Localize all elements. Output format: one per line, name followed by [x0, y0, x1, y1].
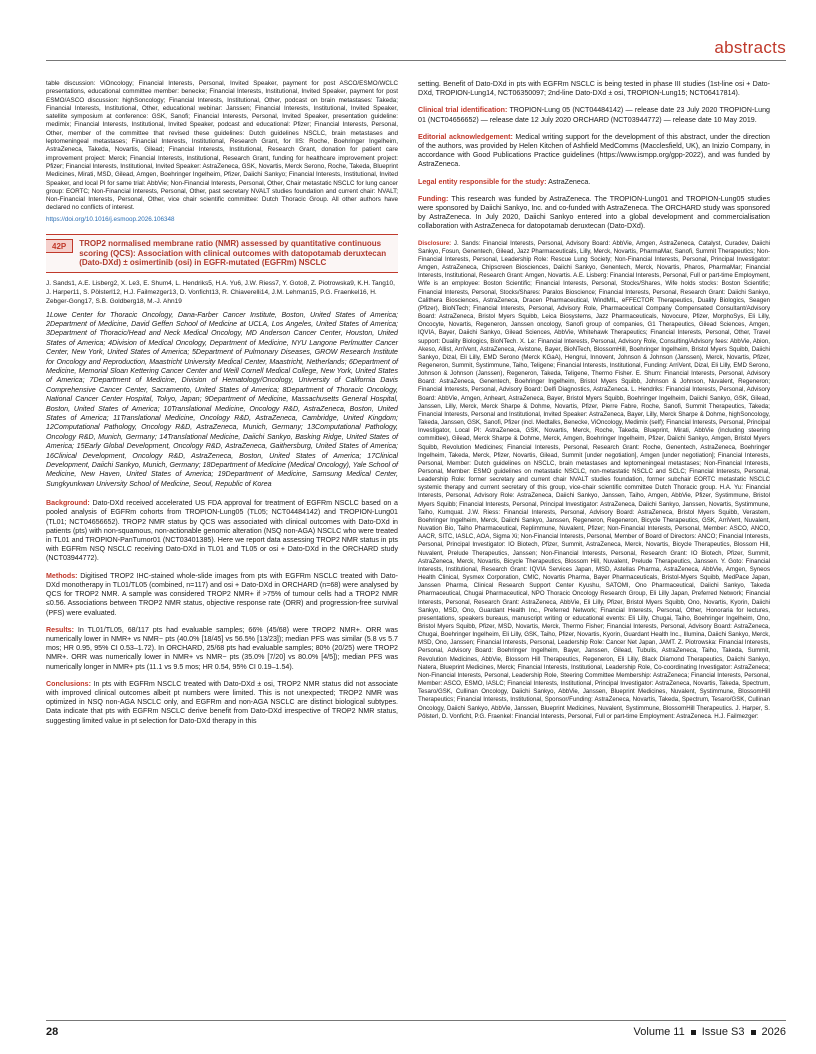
- abstract-title: TROP2 normalised membrane ratio (NMR) assessed by quantitative continuous scoring (QCS): Association with clinical outcomes with datopotamab deruxtecan (Dato-DXd) ± osimertinib (osi) in EGFR-mutated (EGFRm) NSCLC: [79, 239, 387, 268]
- abstract-header: [46, 234, 398, 273]
- conclusions-heading: Conclusions:: [46, 679, 91, 688]
- disclosure-heading: Disclosure:: [418, 239, 452, 247]
- results-text: In TL01/TL05, 68/117 pts had evaluable samples; 66% (45/68) were TROP2 NMR+. ORR was numerically lower in NMR+ vs NMR− pts (40.0% [18/45] vs 56.5% [13/23]); median PFS was similar (5.8 vs 5.7 mos; HR 0.95, 95% CI 0.53–1.72). In ORCHARD, 25/68 pts had evaluable samples; 80% (20/25) were TROP2 NMR+. ORR was numerically lower in NMR+ vs NMR− pts (35.0% [7/20] vs 80.0% [4/5]); median PFS was numerically longer in NMR+ pts (11.1 vs 9.5 mos; HR 0.54, 95% CI 0.19–1.54).: [46, 625, 398, 671]
- funding-heading: Funding:: [418, 194, 449, 203]
- conclusions-text: In pts with EGFRm NSCLC treated with Dato-DXd ± osi, TROP2 NMR status did not associate with improved clinical outcomes albeit pt numbers were limited. This is not unexpected; TROP2 NMR was optimized in NSQ non-AGA NSCLC only, and EGFRm and non-AGA NSCLC are distinct biological subtypes. Data indicate that pts with EGFRm NSCLC derive benefit from Dato-DXd irrespective of TROP2 NMR status, suggesting limited value in pt selection for Dato-DXd therapy in this: [46, 679, 398, 725]
- previous-disclosure: table discussion: ViOncology; Financial Interests, Personal, Invited Speaker, payment for post ASCO/ESMO/WCLC presentations, educational committee member: benecke; Financial Interests, Institutional, Invited Speaker, payment for post ESMO/ASCO discussion: highSoncology; Financial Interests, Institutional, Other, podcast on brain metastases: Takeda; Financial Interests, Institutional, Other, educational webinar: Janssen; Financial Interests, Institutional, Invited Speaker, satellite symposium at conference: GSK, Sanofi; Financial Interests, Personal, Invited Speaker, presentation guideline: medimix; Financial Interests, Institutional, Invited Speaker, podcast and educational: Pfizer; Financial Interests, Personal, Other, member of the committee that revised these guidelines: Dutch guidelines NSCLC, brain metastases and leptomeningeal metastases; Financial Interests, Institutional, Research Grant, for IIS: Roche, Boehringer Ingelheim, AstraZeneca, Takeda, Novartis, Gilead; Financial Interests, Institutional, Research Grant, donation for patient care improvement project: Merck; Financial Interests, Institutional, Research Grant, funding for healthcare improvement project: Pfizer; Financial Interests, Institutional, Invited Speaker: AstraZeneca, GSK, Novartis, Merck Serono, Roche, Takeda, Blueprint Medicines, Mirati, MSD, Gilead, Amgen, Boehringer Ingelheim, Pfizer, Daiichi Sankyo; Financial Interests, Institutional, Invited Speaker, and local PI for same trial: AbbVie; Non-Financial Interests, Personal, Other, Chair metastatic NSCLC for lung cancer group: EORTC; Non-Financial Interests, Personal, Other, past secretary NVALT studies foundation and current chair: NVALT; Non-Financial Interests, Personal, Other, vice chair scientific committee: Dutch Thoracic Group. All other authors have declared no conflicts of interest.: [46, 80, 398, 212]
- methods-section: [46, 572, 398, 618]
- legal-entity: [418, 178, 770, 187]
- conclusions-section: [46, 680, 398, 726]
- doi-link[interactable]: https://doi.org/10.1016/j.esmoop.2026.106348: [46, 215, 175, 223]
- section-header: abstracts: [714, 38, 786, 57]
- year-label: 2026: [761, 1026, 786, 1038]
- trial-text: TROPION-Lung 05 (NCT04484142) — release date 23 July 2020 TROPION-Lung 01 (NCT04656652) — release date 12 July 2020 ORCHARD (NCT03944772) — release date 10 May 2019.: [418, 106, 770, 124]
- conclusions-continuation: setting. Benefit of Dato-DXd in pts with EGFRm NSCLC is being tested in phase III studies (1st-line osi + Dato-DXd, TROPION-Lung14, NCT06350097; 2nd-line Dato-DXd ± osi, TROPION-Lung15; NCT06417814).: [418, 80, 770, 98]
- legal-heading: Legal entity responsible for the study:: [418, 177, 547, 186]
- background-heading: Background:: [46, 499, 90, 508]
- left-column: [46, 80, 398, 734]
- legal-text: AstraZeneca.: [548, 177, 591, 186]
- footer-divider: [46, 1020, 786, 1021]
- affiliations: 1Lowe Center for Thoracic Oncology, Dana-Farber Cancer Institute, Boston, United States of America; 2Department of Medicine, David Geffen School of Medicine at UCLA, Los Angeles, United States of America; 3Department of Thoracic/Head and Neck Medical Oncology, MD Anderson Cancer Center, Houston, United States of America; 4Division of Medical Oncology, Department of Medicine, NYU Langone Perlmutter Cancer Center, New York, United States of America; 5Department of Pulmonary Diseases, GROW Research Institute for Oncology and Reproduction, Maastricht University Medical Center, Maastricht, Netherlands; 6Department of Medicine, Memorial Sloan Kettering Cancer Center and Weill Cornell Medical College, New York, United States of America; 7Department of Medicine, Division of Hematology/Oncology, University of California Davis Comprehensive Cancer Center, Sacramento, United States of America; 8Department of Thoracic Oncology, National Cancer Center Hospital, Tokyo, Japan; 9Department of Medicine, Massachusetts General Hospital, Boston, United States of America; 10Translational Medicine, Oncology R&D, AstraZeneca, Boston, United States of America; 11Translational Medicine, Oncology R&D, AstraZeneca, Cambridge, United Kingdom; 12Computational Pathology, Oncology R&D, AstraZeneca, Munich, Germany; 13Computational Pathology, Oncology R&D, Munich, Germany; 14Translational Medicine, Daiichi Sankyo, Basking Ridge, United States of America; 15Early Global Development, Oncology R&D, AstraZeneca, Gaithersburg, United States of America; 16Clinical Development, Oncology R&D, AstraZeneca, Boston, United States of America; 17Clinical Development, Daiichi Sankyo, Munich, Germany; 18Department of Medicine (Medical Oncology), Yale School of Medicine, New Haven, United States of America; 19Department of Medicine, Samsung Medical Center, Sungkyunkwan University School of Medicine, Seoul, Republic of Korea: [46, 310, 398, 488]
- abstract-body: [46, 499, 398, 725]
- trial-heading: Clinical trial identification:: [418, 106, 508, 115]
- background-text: Dato-DXd received accelerated US FDA approval for treatment of EGFRm NSCLC based on a pooled analysis of EGFRm cohorts from TROPION-Lung05 (TL05; NCT04484142) and TROPION-Lung01 (TL01; NCT04656652). TROP2 NMR status by QCS was associated with clinical outcomes with Dato-DXd in patients (pts) with non-squamous, non-actionable genomic alteration (NSQ non-AGA) NSCLC who were treated in TL01 and TROPION-PanTumor01 (NCT03401385). Here we report data assessing TROP2 NMR status in pts with EGFRm NSQ NSCLC receiving Dato-DXd in TL01 and TL05 or osi + Dato-DXd in the ORCHARD study (NCT03944772).: [46, 499, 398, 563]
- editorial-acknowledgement: [418, 133, 770, 170]
- results-section: [46, 626, 398, 672]
- editorial-heading: Editorial acknowledgement:: [418, 132, 513, 141]
- editorial-text: Medical writing support for the development of this abstract, under the direction of the authors, was provided by Helen Kitchen of Ashfield MedComms (Macclesfield, UK), an Inizio Company, in accordance with Good Publications Practice guidelines (https://www.ismpp.org/gpp-2022), and was funded by AstraZeneca.: [418, 132, 770, 169]
- issue-label: Issue S3: [701, 1026, 745, 1038]
- disclosure-section: [418, 240, 770, 721]
- funding: [418, 195, 770, 232]
- methods-heading: Methods:: [46, 571, 78, 580]
- results-heading: Results:: [46, 625, 74, 634]
- page-number: 28: [46, 1026, 59, 1038]
- author-list: J. Sands1, A.E. Lisberg2, X. Le3, E. Shum4, L. Hendriks5, H.A. Yu6, J.W. Riess7, Y. Goto8, Z. Piotrowska9, K.H. Tang10, J. Harper11, S. Pölsterl12, H.J. Failmezger13, D. Vonficht13, R. Chiaverelli14, J.M. Lehman15, P.G. Fraenkel16, H. Zebger-Gong17, S.B. Goldberg18, M.-J. Ahn19: [46, 279, 395, 305]
- volume-info: [634, 1026, 786, 1038]
- trial-identification: [418, 106, 770, 124]
- abstract-id-badge: 42P: [46, 239, 73, 253]
- background-section: [46, 499, 398, 563]
- header-divider: [46, 60, 786, 61]
- disclosure-text: J. Sands: Financial Interests, Personal, Advisory Board: AbbVie, Amgen, AstraZeneca, Catalyst, Curadev, Daiichi Sankyo, Fosun, Genentech, Gilead, Jazz Pharmaceuticals, Lilly, Merck, Novartis, PharmaMar, Sanofi, Summit Therapeutics; Non-Financial Interests, Personal, Leadership Role: Rescue Lung Society; Non-Financial Interests, Personal, Principal Investigator: Amgen, AstraZeneca, Chipscreen Biosciences, Daiichi Sankyo, Genentech, Merck, Novartis, Pharos, PharmaMar; Financial Interests, Institutional, Research Grant: Amgen, Novartis. A.E. Lisberg: Financial Interests, Personal, Full or part-time Employment, Wife is an employee: Boston Scientific; Financial Interests, Personal, Stocks/Shares, Wife holds stocks: Boston Scientific; Financial Interests, Personal, Stocks/Shares: Paralos Bioscience; Financial Interests, Personal, Research Grant: Daiichi Sankyo, Calithera Biosciences, AstraZeneca, Dracen Pharmaceutical, WindMIL, eFFECTOR Therapeutics, Duality Biologics, Seagen (Pfizer), BioNTech; Financial Interests, Personal, Advisory Role, Pharmaceutical Company Compensated Consultant/Advisory Board: AstraZeneca, Bristol Myers Squibb, Leica Biosystems, Jazz Pharmaceuticals, Novocure, Pfizer, MorphoSys, Eli Lilly, Oncocyte, Novartis, Regeneron, Janssen oncology, Sanofi group of companies, G1 Therapeutics, Gilead Sciences, Amgen, IQVIA, Bayer, Daiichi Sankyo, Gilead Sciences, AbbVie, Whitehawk Therapeutics; Financial Interests, Personal, Other, Travel support: Duality Biologics, BioNTech. X. Le: Financial Interests, Personal, Advisory Role, Consulting/Advisory fees: AbbVie, Abion, Akeso, Allist, ArriVent, AstraZeneca, Avistone, Bayer, BioNTech, BlossomHill, Boehringer Ingelheim, Bristol Myers Squibb, Daiichi Sankyo, Dizal, Eli Lilly, EMD Serono (Merck KGaA), Hengrui, Innovent, Johnson & Johnson (Janssen), Merck, Novartis, Pfizer, Regeneron, Summit, Systimmune, Taiho, Teligene; Financial Interests, Institutional, Funding: ArriVent, Dizal, Eli Lilly, EMD Serono, Johnson & Johnson (Janssen), Regeneron, Takeda, Teligene, Thermo Fisher. E. Shum: Financial Interests, Personal, Advisory Board: AstraZeneca, Genentech, Boehringer Ingelheim, Bristol Myers Squibb, Johnson & Johnson, Nuvalent, Regeneron; Financial Interests, Personal, Advisory Board: Delfi Diagnostics, AstraZeneca. L. Hendriks: Financial Interests, Personal, Advisory Board: AbbVie, Amgen, Anheart, AstraZeneca, Bayer, Bristol Myers Squibb, Boehringer Ingelheim, Daiichi Sankyo, GSK, Gilead, Janssen, Lilly, Merck, Merck Sharpe & Dohme, Novartis, Pfizer, Pierre Fabre, Roche, Sanofi, Summit Therapeutics, Takeda; Financial Interests, Personal and Institutional, Invited Speaker: AstraZeneca, Bayer, Lilly, Merck Sharpe & Dohme, highSoncology, Takeda, Janssen, GSK, Sanofi, Pfizer (incl. Medtalks, Benecke, ViOncology, Medimix (self); Financial Interests, Personal, Principal Investigator, Local PI: AstraZeneca, GSK, Novartis, Merck, Roche, Takeda, Blueprint, Mirati, AbbVie (including steering committee), Gilead, Merck Sharpe & Dohme, Merck, Amgen, Boehringer Ingelheim, Pfizer, Daiichi Sankyo, Amgen, Bristol Myers Squibb, Revolution Medicines; Financial Interests, Personal, Research Grant: Roche, Genentech, AstraZeneca, Boehringer Ingelheim, Takeda, Merck, Pfizer, Novartis, Gilead, Summit [under negotiation], Amgen [under negotiation]; Financial Interests, Personal, Member: Dutch guidelines on NSCLC, brain metastases and leptomeningeal metastases; Non-Financial Interests, Personal, Member: ESMO guidelines on metastatic NSCLC, non-metastatic NSCLC and SCLC; Financial Interests, Personal, Leadership Role: former secretary and current chair NVALT studies foundation, former subchair EORTC metastatic NSCLC systemic therapy and current secretary of this group, vice-chair scientific committee Dutch Thoracic group. H.A. Yu: Financial Interests, Personal, Advisory Role: AstraZeneca, Daiichi Sankyo, Janssen, Taiho, Amgen, AbbVie, Pfizer, Systimmune, Bristol Myers Squibb; Financial Interests, Personal, Principal Investigator: AstraZeneca, Daiichi Sankyo, Janssen, Novartis, Systimmune, Taiho, Kumquat. J.W. Riess: Financial Interests, Personal, Advisory Board: AstraZeneca, Bristol Myers Squibb, Verastem, Boehringer Ingelheim, Merck, Daiichi Sankyo, Janssen, Regeneron, Regeneron, Bicycle Therapeutics, GSK, ArriVent, Nuvalent, Nuvation Bio, Taiho Pharmaceutical, Replimmune, Nuvalent, Pfizer; Non-Financial Interests, Personal, Member: ASCO, ANCO, AACR, SITC, IASLC, AOA, Sigma Xi; Non-Financial Interests, Personal, Member of Board of Directors: ANCO; Financial Interests, Personal, Principal Investigator: IO Biotech, Pfizer, Summit, AstraZeneca, Merck, Novartis, Bicycle Therapeutics, Blossom Hill, Nuvalent, Prelude Therapeutics, Janssen; Non-Financial Interests, Personal, Research Grant: IO Biotech, Pfizer, Summit, AstraZeneca, Merck, Novartis, Bicycle Therapeutics, Blossom Hill, Nuvalent, Prelude Therapeutics, Janssen. Y. Goto: Financial Interests, Institutional, Research Grant: IQVIA Services Japan, MSD, Astellas Pharma, AstraZeneca, AbbVie, Amgen, Syneos Health Clinical, Sysmex Corporation, CMIC, Novartis Pharma, Bayer Pharmaceuticals, Bristol-Myers Squibb, MedPace Japan, Janssen Pharma, Clinical Research Support Center Kyushu, SATOMI, Ono Pharmaceutical, Daiichi Sankyo, Takeda Pharmaceutical, Chugai Pharmaceutical, NPO Thoracic Oncology Research Group, Eli Lilly Japan, Preferred Network; Financial Interests, Personal, Research Grant: AstraZeneca, AbbVie, Eli Lilly, Pfizer, Bristol Myers Squibb, Ono, Novartis, Kyorin, Daiichi Sankyo, MSD, Ono, Guardant Health Inc., Preferred Network; Financial Interests, Personal, Other, Honoraria for lectures, presentations, speakers bureaus, manuscript writing or educational events: Eli Lilly, Chugai, Taiho, Boehringer Ingelheim, Ono, Bristol Myers Squibb, Pfizer, MSD, Novartis, Merck, Thermo Fisher; Financial Interests, Personal, Advisory Board: AstraZeneca, Chugai, Boehringer Ingelheim, Eli Lilly, GSK, Taiho, Pfizer, Novartis, Kyorin, Guardant Health Inc., Illumina, Daiichi Sankyo, Merck, MSD, Ono, Janssen; Financial Interests, Personal, Leadership Role: Cancer Net Japan, JAMT. Z. Piotrowska: Financial Interests, Personal, Advisory Board: Boehringer Ingelheim, Bayer, Janssen, Gilead, Tubulis, AstraZeneca, Taiho, Takeda, Summit, Revolution Medicines, AbbVie, Blossom Hill Therapeutics, Regeneron, Eli Lilly, Black Diamond Therapeutics, Daiichi Sankyo, Natera, Blueprint Medicines, Merck; Financial Interests, Institutional, Leadership Role, Co-coordinating Investigator: AstraZeneca; Non-Financial Interests, Personal, Leadership Role, Steering Committee Membership: AstraZeneca; Financial Interests, Personal, Member: ASCO, ESMO, IASLC; Financial Interests, Institutional, Principal Investigator: AstraZeneca, Novartis, Takeda, Spectrum, Tesaro/GSK, Cullinan Oncology, Daiichi Sankyo, AbbVie, Janssen, Blueprint Medicines, Nuvalent, Systimmune, BlossomHill Therapeutics; Financial Interests, Institutional, Sponsor/Funding: AstraZeneca, Novartis, Takeda, Spectrum, Tesaro/GSK, Cullinan Oncology, Daiichi Sankyo, AbbVie, Janssen, Blueprint Medicines, Nuvalent, Systimmune, BlossomHill Therapeutics. J. Harper, S. Pölsterl, D. Vonficht, P.G. Fraenkel: Financial Interests, Personal, Full or part-time Employment: AstraZeneca. H.J. Failmezger:: [418, 239, 771, 720]
- separator-square-icon: [751, 1030, 756, 1035]
- funding-text: This research was funded by AstraZeneca. The TROPION-Lung01 and TROPION-Lung05 studies were sponsored by Daiichi Sankyo, Inc. and co-funded with AstraZeneca. The ORCHARD study was sponsored by AstraZeneca. In July 2020, Daiichi Sankyo entered into a global development and commercialisation collaboration with AstraZeneca for datopotamab deruxtecan (Dato-DXd).: [418, 194, 770, 231]
- separator-square-icon: [691, 1030, 696, 1035]
- methods-text: Digitised TROP2 IHC-stained whole-slide images from pts with EGFRm NSCLC treated with Dato-DXd monotherapy in TL01/TL05 (combined, n=117) and osi + Dato-DXd in ORCHARD (n=68) were analysed by QCS for TROP2 NMR. A sample was considered TROP2 NMR+ if >75% of tumour cells had a TROP2 NMR ≤0.56. Associations between TROP2 NMR status, objective response rate (ORR) and progression-free survival (PFS) were evaluated.: [46, 571, 398, 617]
- volume-label: Volume 11: [633, 1026, 685, 1038]
- right-column: [418, 80, 770, 721]
